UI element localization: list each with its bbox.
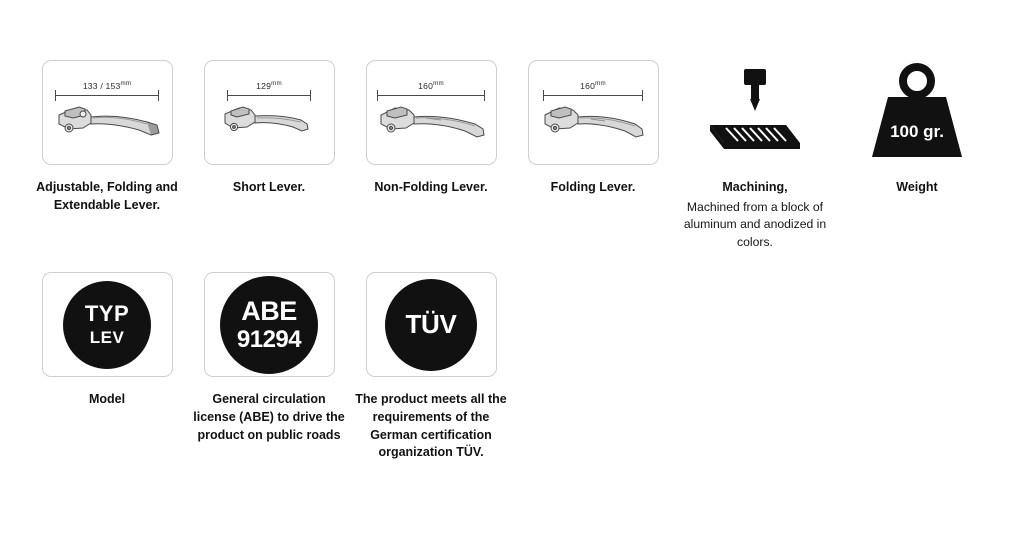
dimension-label: $160^{mm}$ [580, 79, 606, 91]
feature-caption: Folding Lever. [550, 180, 636, 194]
lever-diagram-card [42, 60, 173, 165]
weight-badge-text: 100 gr. [890, 121, 944, 141]
feature-caption: The product meets all the requirements of the German certification organization TÜV. [355, 392, 507, 460]
dimension-line [543, 95, 643, 96]
feature-caption: Non-Folding Lever. [374, 180, 488, 194]
lever-shape [533, 97, 653, 155]
model-badge-line1: TYP [84, 301, 130, 326]
feature-item-model [26, 272, 188, 409]
weight-icon-card [852, 60, 983, 165]
feature-subcaption: Machined from a block of aluminum and anodized in colors. [683, 199, 827, 250]
feature-caption: General circulation license (ABE) to drive the product on public roads [193, 392, 345, 442]
feature-item-machining [674, 60, 836, 252]
feature-item-adjustable-folding-extendable [26, 60, 188, 215]
feature-caption: Machining, [722, 180, 788, 194]
lever-shape [209, 97, 329, 155]
abe-badge [220, 276, 318, 374]
lever-diagram-card [528, 60, 659, 165]
dimension-line [55, 95, 159, 96]
feature-item-non-folding-lever [350, 60, 512, 197]
feature-item-abe [188, 272, 350, 444]
lever-diagram-card [204, 60, 335, 165]
model-badge-card [42, 272, 173, 377]
feature-item-short-lever [188, 60, 350, 197]
dimension-label: $129^{mm}$ [256, 79, 282, 91]
feature-caption: Weight [896, 180, 938, 194]
feature-caption: Model [88, 392, 126, 406]
machining-icon-card [690, 60, 821, 165]
abe-badge-card [204, 272, 335, 377]
milling-machine-icon [700, 65, 810, 161]
feature-item-folding-lever [512, 60, 674, 197]
feature-caption: Adjustable, Folding and Extendable Lever. [36, 180, 178, 212]
lever-shape [47, 97, 167, 155]
lever-shape [371, 97, 491, 155]
model-badge-line2: LEV [89, 328, 125, 347]
lever-drawing [371, 67, 491, 159]
lever-diagram-card [366, 60, 497, 165]
feature-item-weight [836, 60, 998, 197]
lever-drawing [209, 67, 329, 159]
tuv-badge-line1: TÜV [405, 309, 457, 339]
dimension-line [227, 95, 311, 96]
abe-badge-line1: ABE [241, 295, 297, 326]
feature-item-tuv [350, 272, 512, 462]
model-badge [63, 281, 151, 369]
feature-caption: Short Lever. [232, 180, 306, 194]
dimension-line [377, 95, 485, 96]
lever-drawing [533, 67, 653, 159]
weight-icon [858, 61, 976, 165]
tuv-badge [385, 279, 477, 371]
lever-drawing [47, 67, 167, 159]
dimension-label: $160^{mm}$ [418, 79, 444, 91]
dimension-label: $133 / 153^{mm}$ [82, 79, 132, 91]
abe-badge-line2: 91294 [236, 325, 302, 353]
tuv-badge-card [366, 272, 497, 377]
